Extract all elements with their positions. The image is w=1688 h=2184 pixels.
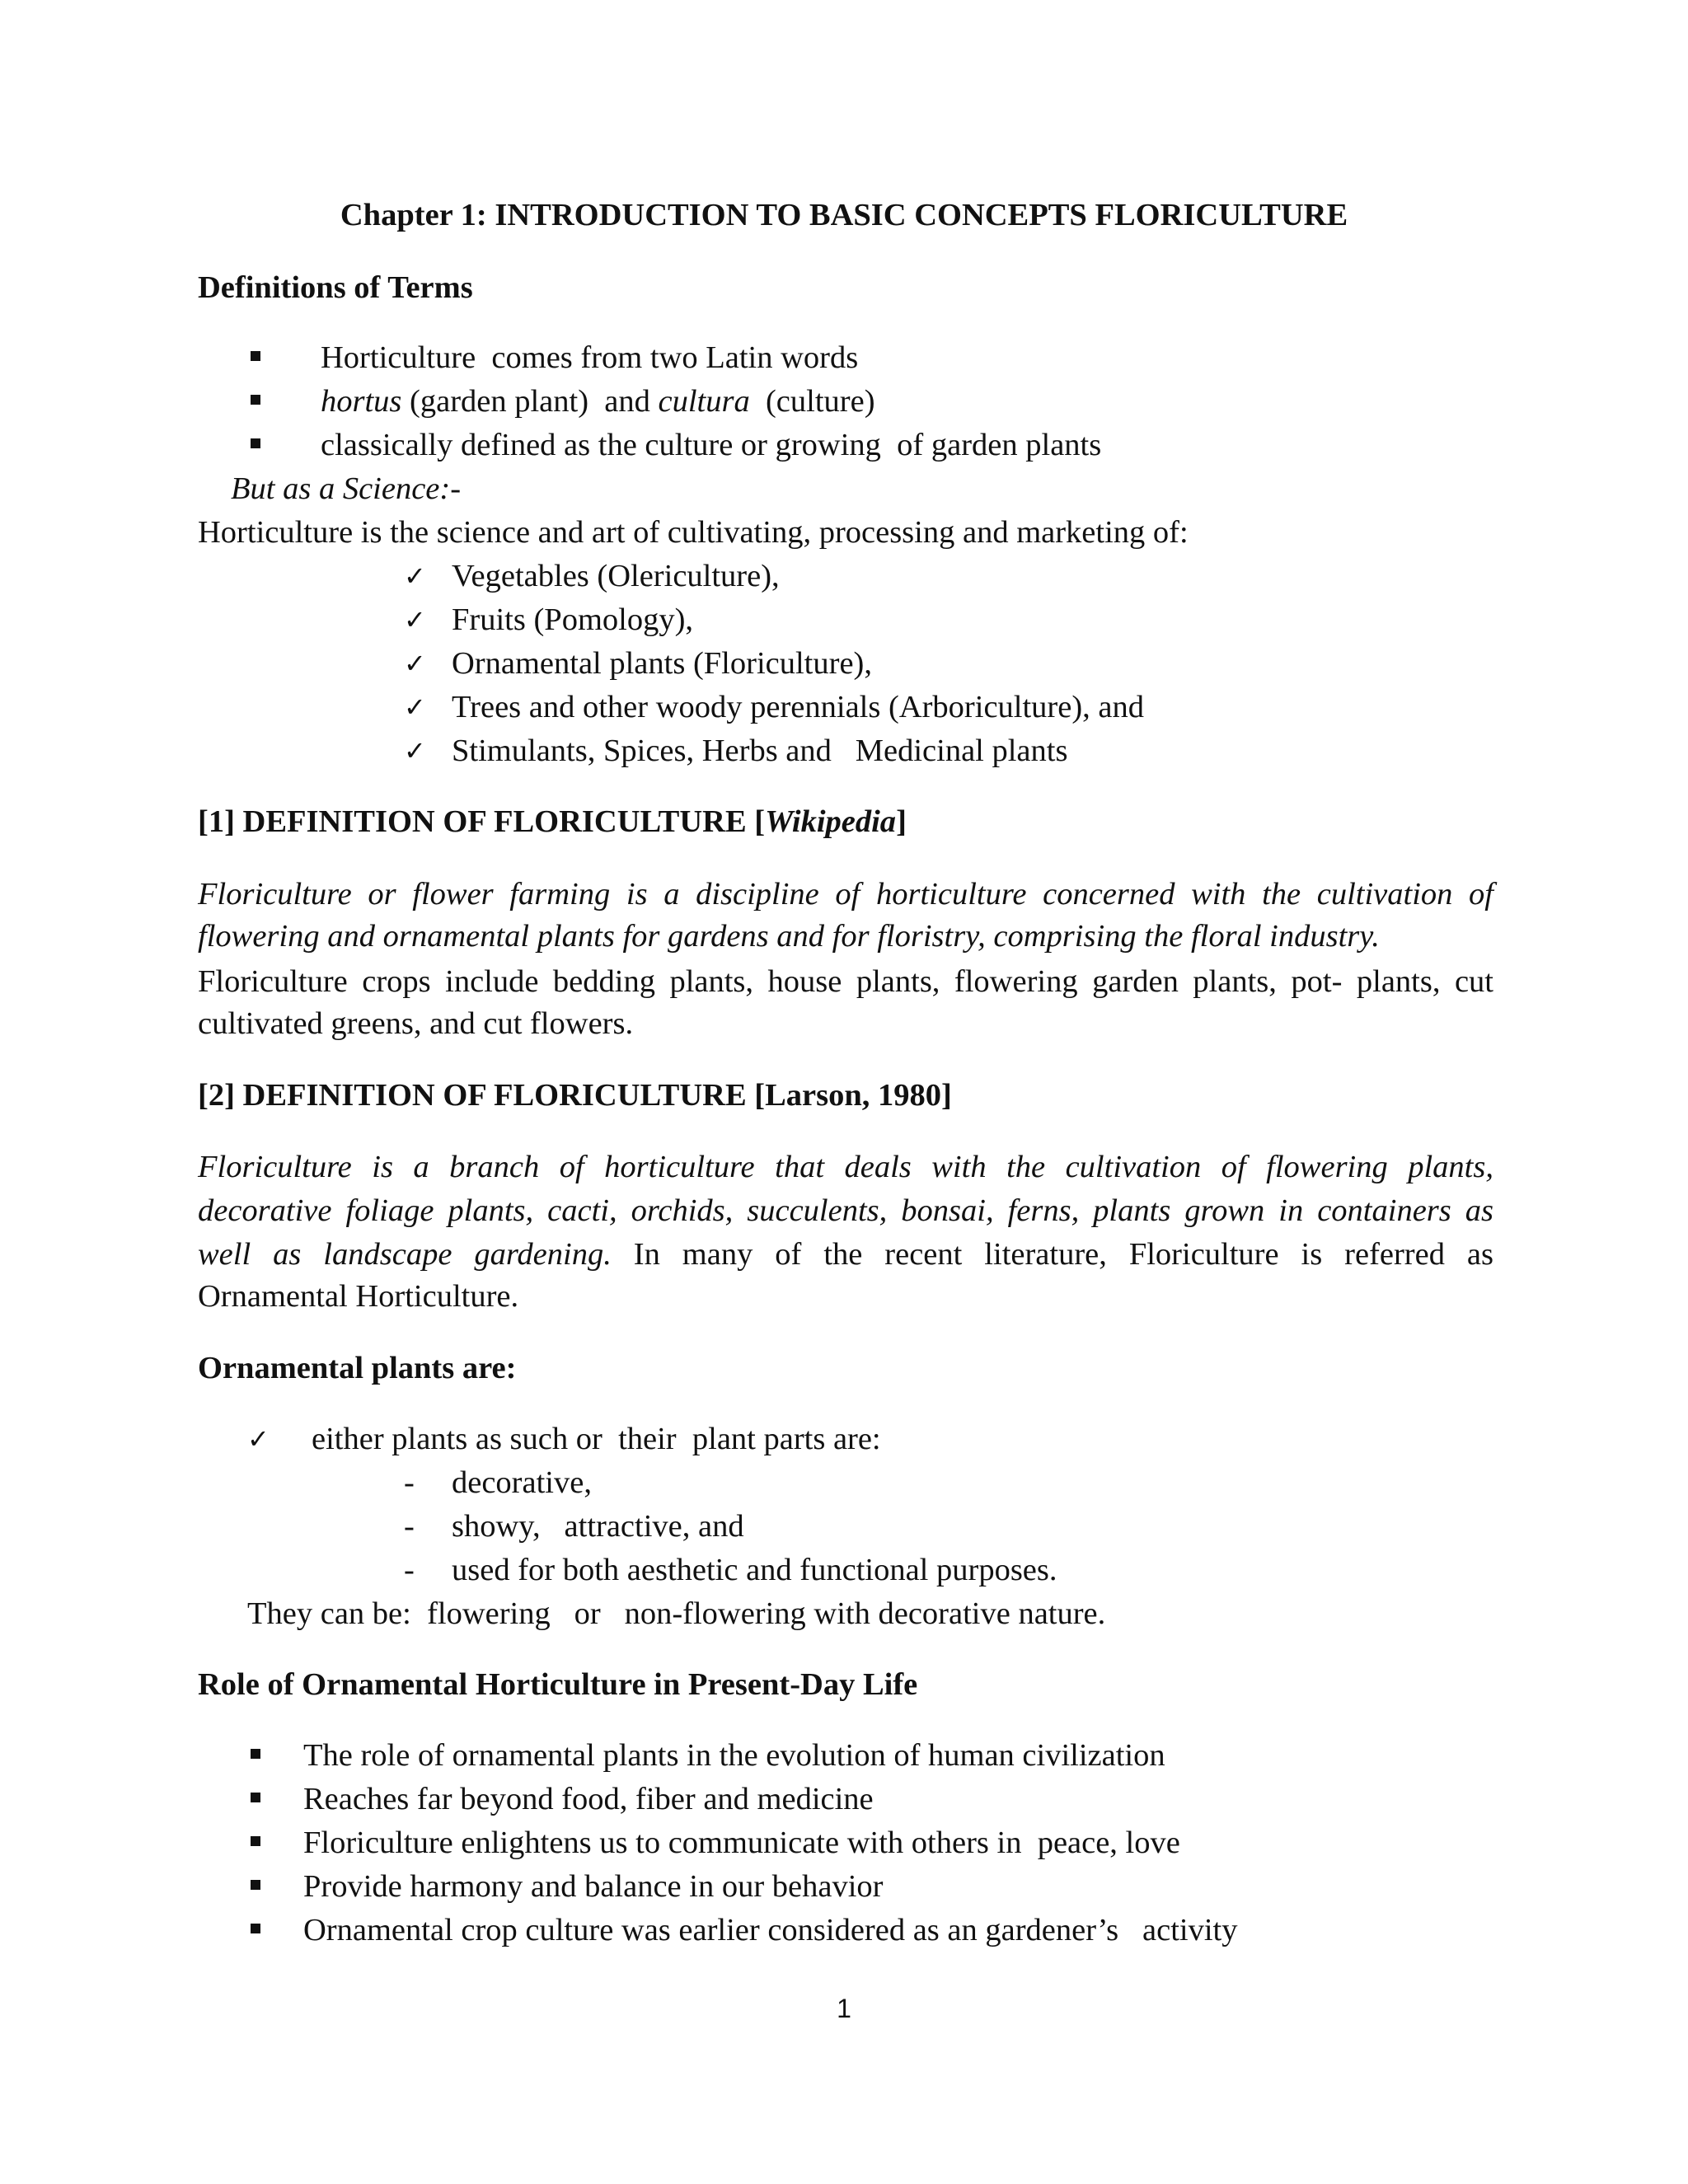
- bullet-square-icon: [251, 1793, 260, 1802]
- role-item: Reaches far beyond food, fiber and medicine: [303, 1782, 874, 1816]
- horticulture-bullet-3: classically defined as the culture or growing of garden plants: [321, 428, 1102, 462]
- bullet-square-icon: [251, 395, 260, 405]
- definition-2-italic-part: well as landscape gardening.: [198, 1237, 612, 1272]
- bullet-square-icon: [251, 1924, 260, 1933]
- science-text: Horticulture is the science and art of cultivating, processing and marketing of:: [198, 515, 1189, 550]
- role-item: The role of ornamental plants in the evolution of human civilization: [303, 1738, 1165, 1773]
- definition-2-heading: [2] DEFINITION OF FLORICULTURE [Larson, 1980]: [198, 1078, 952, 1113]
- ornamental-types: They can be: flowering or non-flowering with decorative nature.: [247, 1596, 1106, 1631]
- bullet-square-icon: [251, 1749, 260, 1759]
- checkmark-icon: ✓: [404, 648, 426, 679]
- definition-1-source: Wikipedia: [765, 804, 897, 839]
- chapter-title: Chapter 1: INTRODUCTION TO BASIC CONCEPTS FLORICULTURE: [340, 198, 1348, 232]
- ornamental-dash-item: showy, attractive, and: [452, 1509, 744, 1544]
- ornamental-dash-item: used for both aesthetic and functional purposes.: [452, 1553, 1057, 1587]
- definition-2-line: Floriculture is a branch of horticulture that deals with the cultivation of flowering plants,: [198, 1150, 1493, 1184]
- dash-bullet: -: [404, 1509, 415, 1544]
- role-item: Floriculture enlightens us to communicate with others in peace, love: [303, 1825, 1180, 1860]
- dash-bullet: -: [404, 1465, 415, 1500]
- bullet-square-icon: [251, 1880, 260, 1890]
- page-number: 1: [837, 1994, 851, 2023]
- role-item: Provide harmony and balance in our behavior: [303, 1869, 884, 1904]
- ornamental-heading: Ornamental plants are:: [198, 1351, 517, 1385]
- definition-1-line: Floriculture or flower farming is a discipline of horticulture concerned with the cultivation of: [198, 877, 1493, 912]
- ornamental-dash-item: decorative,: [452, 1465, 592, 1500]
- definition-1-heading-text: [1] DEFINITION OF FLORICULTURE [: [198, 804, 766, 839]
- definitions-heading: Definitions of Terms: [198, 270, 473, 305]
- definition-2-line: [198, 1233, 1493, 1277]
- bullet-square-icon: [251, 1836, 260, 1846]
- science-item: Stimulants, Spices, Herbs and Medicinal plants: [452, 733, 1068, 768]
- definition-2-line: decorative foliage plants, cacti, orchids, succulents, bonsai, ferns, plants grown in containers as: [198, 1193, 1493, 1228]
- role-item: Ornamental crop culture was earlier considered as an gardener’s activity: [303, 1913, 1238, 1947]
- definition-1-line: cultivated greens, and cut flowers.: [198, 1006, 634, 1041]
- latin-word-cultura: cultura: [658, 384, 750, 419]
- checkmark-icon: ✓: [404, 735, 426, 766]
- science-item: Trees and other woody perennials (Arboriculture), and: [452, 690, 1144, 724]
- science-item: Fruits (Pomology),: [452, 602, 694, 637]
- definition-2-line: Ornamental Horticulture.: [198, 1279, 519, 1314]
- latin-gloss-2: (culture): [749, 384, 875, 419]
- definition-1-heading: [198, 802, 907, 841]
- science-item: Ornamental plants (Floriculture),: [452, 646, 872, 681]
- definition-1-line: Floriculture crops include bedding plants, house plants, flowering garden plants, pot- plants, cut: [198, 964, 1493, 999]
- bullet-square-icon: [251, 351, 260, 361]
- science-item: Vegetables (Olericulture),: [452, 559, 780, 593]
- bullet-square-icon: [251, 438, 260, 448]
- definition-2-normal-part: In many of the recent literature, Floriculture is referred as: [611, 1237, 1493, 1272]
- horticulture-bullet-2: [321, 382, 875, 421]
- checkmark-icon: ✓: [404, 691, 426, 723]
- definition-1-heading-close: ]: [896, 804, 907, 839]
- ornamental-check-item: either plants as such or their plant parts are:: [312, 1422, 881, 1456]
- checkmark-icon: ✓: [247, 1423, 270, 1455]
- definition-1-line: flowering and ornamental plants for gardens and for floristry, comprising the floral industry.: [198, 919, 1380, 954]
- role-heading: Role of Ornamental Horticulture in Present-Day Life: [198, 1667, 918, 1702]
- latin-gloss-1: (garden plant) and: [401, 384, 659, 419]
- dash-bullet: -: [404, 1553, 415, 1587]
- checkmark-icon: ✓: [404, 560, 426, 592]
- checkmark-icon: ✓: [404, 604, 426, 635]
- latin-word-hortus: hortus: [321, 384, 402, 419]
- science-label: But as a Science:-: [231, 471, 462, 506]
- horticulture-bullet-1: Horticulture comes from two Latin words: [321, 340, 859, 375]
